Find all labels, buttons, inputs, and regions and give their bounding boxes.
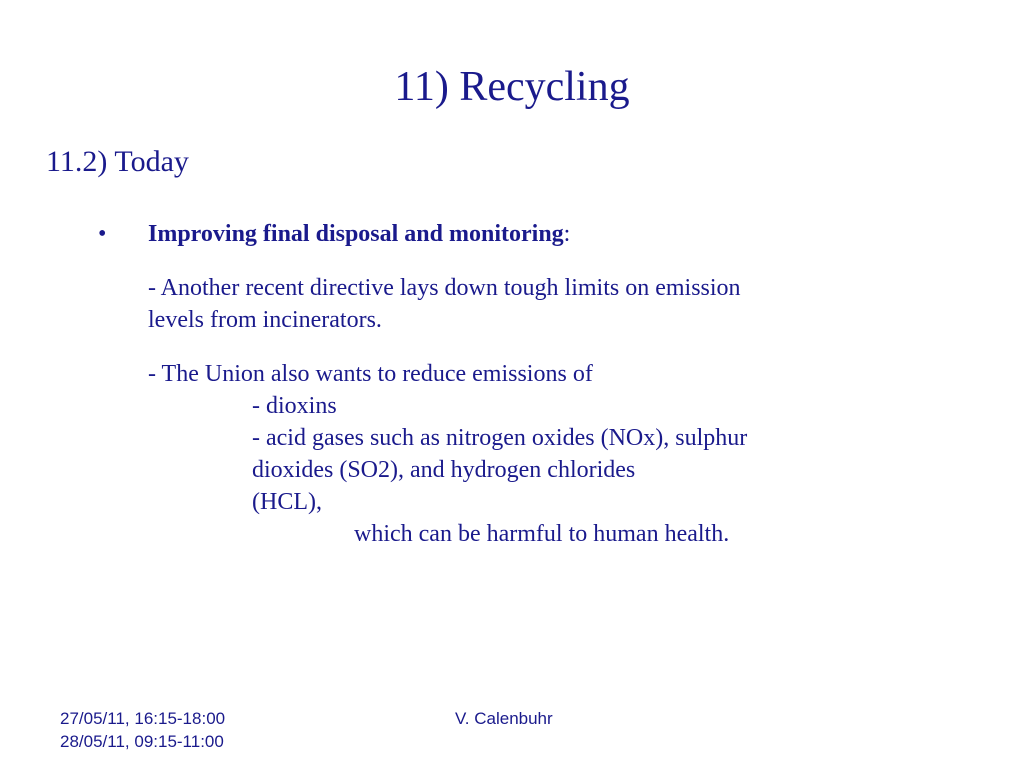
sub-item-acid-gases-line2: dioxides (SO2), and hydrogen chlorides [252,457,636,483]
slide-body [148,218,908,550]
paragraph2-line1: - The Union also wants to reduce emissions of [148,361,593,387]
sub-item-acid-gases-line1: - acid gases such as nitrogen oxides (NOx), sulphur [252,425,748,451]
bullet-heading-suffix: : [563,221,571,247]
footer-author: V. Calenbuhr [455,709,553,728]
slide-title: 11) Recycling [394,64,630,110]
paragraph1-line1: - Another recent directive lays down tough limits on emission [148,275,741,301]
closing-line: which can be harmful to human health. [354,521,730,547]
footer-dates [60,707,225,753]
sub-item-acid-gases-line3: (HCL), [252,489,322,515]
paragraph1-line2: levels from incinerators. [148,307,382,333]
bullet-heading: Improving final disposal and monitoring [148,221,564,247]
bullet-marker: • [98,221,107,247]
footer-date-line2: 28/05/11, 09:15-11:00 [60,732,224,751]
footer-date-line1: 27/05/11, 16:15-18:00 [60,709,226,728]
sub-item-dioxins: - dioxins [252,393,337,419]
bullet-heading-line [148,218,908,250]
slide-subtitle: 11.2) Today [46,145,189,178]
